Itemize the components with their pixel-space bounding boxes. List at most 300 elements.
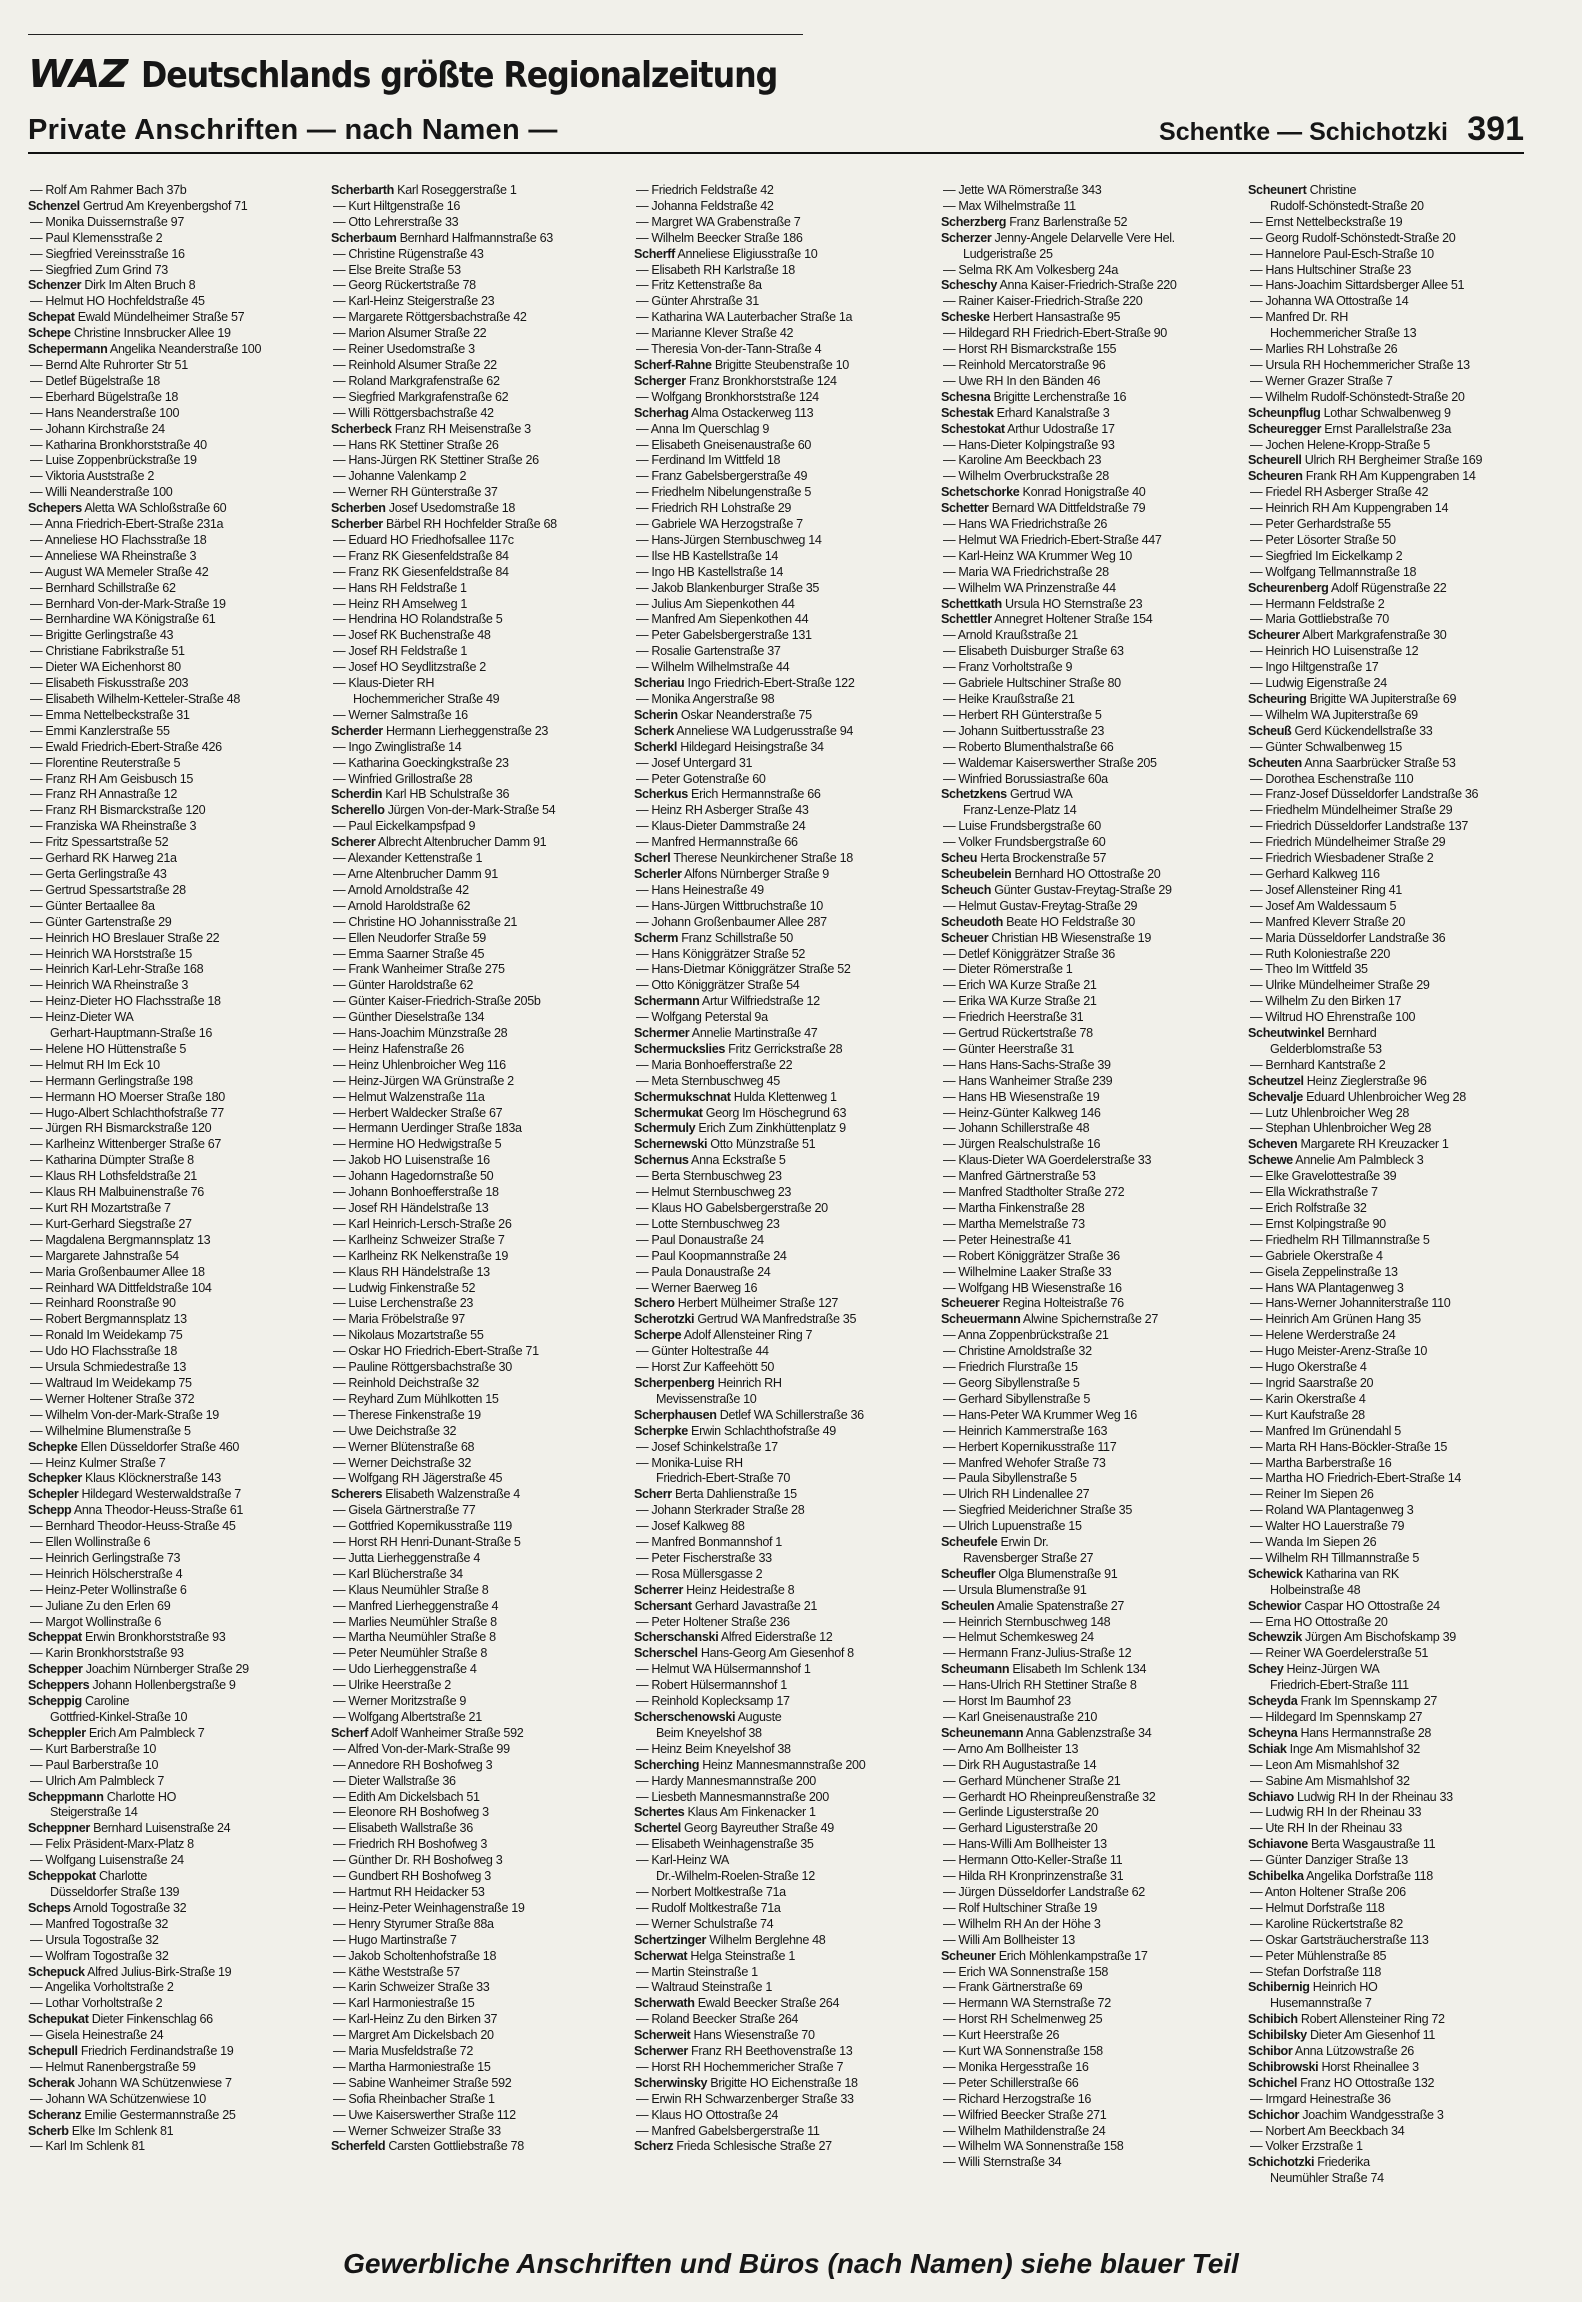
surname-entry <box>941 1662 1237 1678</box>
entry-detail: Anna Saarbrücker Straße 53 <box>1301 755 1456 770</box>
entry-detail: Therese Neunkirchener Straße 18 <box>670 851 853 866</box>
entry-detail: Annelie Martinstraße 47 <box>689 1026 818 1041</box>
entry-detail: Ingo Friedrich-Ebert-Straße 122 <box>684 676 855 691</box>
surname-entry <box>1248 2012 1544 2028</box>
surname-entry <box>28 342 324 358</box>
sub-entry: — Viktoria Auststraße 2 <box>30 469 155 484</box>
sub-entry: — Volker Erzstraße 1 <box>1250 2139 1363 2154</box>
surname-entry <box>941 422 1237 438</box>
entry-detail: Bernhard <box>1324 1026 1377 1041</box>
surname: Scherpe <box>634 1328 682 1343</box>
surname-entry <box>1248 692 1544 708</box>
surname-entry <box>331 183 627 199</box>
surname: Schiak <box>1248 1741 1287 1756</box>
surname-entry <box>941 851 1237 867</box>
surname-entry <box>634 1646 930 1662</box>
surname: Schermukat <box>634 1105 703 1120</box>
sub-entry: — Hermine HO Hedwigstraße 5 <box>333 1137 502 1152</box>
sub-entry: — Richard Herzogstraße 16 <box>943 2091 1092 2106</box>
surname: Scherzberg <box>941 214 1007 229</box>
entry-detail: Josef Usedomstraße 18 <box>385 501 516 516</box>
sub-entry: — Kurt WA Sonnenstraße 158 <box>943 2044 1103 2059</box>
entry-detail: Heinz Mannesmannstraße 200 <box>699 1757 866 1772</box>
entry-detail: Charlotte <box>95 1869 147 1884</box>
surname-entry <box>1248 406 1544 422</box>
surname: Scheyna <box>1248 1725 1298 1740</box>
sub-entry: — Werner Baerweg 16 <box>636 1280 758 1295</box>
surname: Scherello <box>331 803 385 818</box>
sub-entry: — Martha HO Friedrich-Ebert-Straße 14 <box>1250 1471 1462 1486</box>
sub-entry: — Ellen Wollinstraße 6 <box>30 1535 151 1550</box>
entry-detail: Jürgen Am Bischofskamp 39 <box>1301 1630 1456 1645</box>
entry-detail: Anna Theodor-Heuss-Straße 61 <box>71 1503 244 1518</box>
listing-column-5 <box>1248 183 1544 2213</box>
sub-entry: — Heinrich RH Am Kuppengraben 14 <box>1250 501 1449 516</box>
sub-entry: — Karl-Heinz Zu den Birken 37 <box>333 2012 498 2027</box>
entry-detail: Hildegard Westerwaldstraße 7 <box>78 1487 241 1502</box>
entry-detail: Ellen Düsseldorfer Straße 460 <box>77 1439 240 1454</box>
sub-entry: — Wolfgang HB Wiesenstraße 16 <box>943 1280 1122 1295</box>
sub-entry: — Hendrina HO Rolandstraße 5 <box>333 612 503 627</box>
entry-continuation: Holbeinstraße 48 <box>1270 1582 1361 1597</box>
entry-detail: Georg Im Höschegrund 63 <box>702 1105 847 1120</box>
sub-entry: — Martha Harmoniestraße 15 <box>333 2059 491 2074</box>
sub-entry: — Maria Musfeldstraße 72 <box>333 2044 473 2059</box>
surname-entry <box>1248 469 1544 485</box>
surname: Scherk <box>634 723 674 738</box>
sub-entry: — Hildegard Im Spennskamp 27 <box>1250 1710 1423 1724</box>
entry-detail: Anna Gablenzstraße 34 <box>1023 1725 1152 1740</box>
surname-entry <box>634 247 930 263</box>
sub-entry: — Martha Barberstraße 16 <box>1250 1455 1392 1470</box>
surname: Scheuren <box>1248 469 1303 484</box>
surname-entry <box>941 883 1237 899</box>
entry-detail: Gertrud Am Kreyenbergshof 71 <box>79 198 248 213</box>
surname: Schepuck <box>28 1964 85 1979</box>
sub-entry: — Anna Zoppenbrückstraße 21 <box>943 1328 1109 1343</box>
sub-entry: — Reinhold Deichstraße 32 <box>333 1375 479 1390</box>
entry-continuation: Dr.-Wilhelm-Roelen-Straße 12 <box>656 1869 815 1884</box>
sub-entry: — Ulrich RH Lindenallee 27 <box>943 1487 1090 1502</box>
sub-entry: — Annedore RH Boshofweg 3 <box>333 1757 493 1772</box>
entry-detail: Auguste <box>735 1710 782 1724</box>
sub-entry: — Selma RK Am Volkesberg 24a <box>943 262 1118 277</box>
entry-detail: Jenny-Angele Delarvelle Vere Hel. <box>991 230 1175 245</box>
surname-entry <box>634 1026 930 1042</box>
surname: Schepermann <box>28 342 108 357</box>
sub-entry: — Karin Bronkhorststraße 93 <box>30 1646 184 1661</box>
sub-entry: — Wanda Im Siepen 26 <box>1250 1535 1377 1550</box>
entry-detail: Franz RH Beethovenstraße 13 <box>687 2044 853 2059</box>
sub-entry: — Katharina Dümpter Straße 8 <box>30 1153 194 1168</box>
entry-detail: Christine Innsbrucker Allee 19 <box>70 326 231 341</box>
surname: Schertzinger <box>634 1932 707 1947</box>
sub-entry: — Heinrich Am Grünen Hang 35 <box>1250 1312 1421 1327</box>
sub-entry: — Martha Memelstraße 73 <box>943 1216 1085 1231</box>
surname: Schesna <box>941 389 991 404</box>
sub-entry: — Günter Gartenstraße 29 <box>30 914 172 929</box>
sub-entry: — Franz Gabelsbergerstraße 49 <box>636 469 808 484</box>
entry-detail: Franz HO Ottostraße 132 <box>1297 2075 1435 2090</box>
surname: Scherber <box>331 517 383 532</box>
entry-detail: Anneliese Eligiusstraße 10 <box>674 246 818 261</box>
sub-entry: — Peter Holtener Straße 236 <box>636 1614 790 1629</box>
surname: Scheppner <box>28 1821 90 1836</box>
sub-entry: — Uwe RH In den Bänden 46 <box>943 373 1101 388</box>
sub-entry: — Helmut Gustav-Freytag-Straße 29 <box>943 898 1138 913</box>
entry-detail: Aletta WA Schloßstraße 60 <box>81 501 227 516</box>
surname-entry <box>331 517 627 533</box>
listing-column-1 <box>28 183 324 2213</box>
surname: Scheppig <box>28 1694 82 1709</box>
sub-entry: — Roland Markgrafenstraße 62 <box>333 373 500 388</box>
sub-entry: — Luise Frundsbergstraße 60 <box>943 819 1101 834</box>
sub-entry: — Johanne Valenkamp 2 <box>333 469 467 484</box>
sub-entry: — Hans-Dieter Kolpingstraße 93 <box>943 437 1115 452</box>
sub-entry: — Waltraud Im Weidekamp 75 <box>30 1375 192 1390</box>
surname: Schermuly <box>634 1121 696 1136</box>
surname-entry <box>634 867 930 883</box>
sub-entry: — Johann Schillerstraße 48 <box>943 1121 1090 1136</box>
entry-detail: Franz Bronkhorststraße 124 <box>685 373 837 388</box>
sub-entry: — Franz RK Giesenfeldstraße 84 <box>333 564 509 579</box>
entry-detail: Angelika Dorfstraße 118 <box>1303 1869 1433 1884</box>
header-rule <box>28 152 1524 154</box>
entry-continuation: Ravensberger Straße 27 <box>963 1550 1094 1565</box>
sub-entry: — Gertrud Spessartstraße 28 <box>30 882 186 897</box>
sub-entry: — Otto Lehrerstraße 33 <box>333 214 459 229</box>
surname: Schewick <box>1248 1566 1303 1581</box>
sub-entry: — Heinz Kulmer Straße 7 <box>30 1455 166 1470</box>
sub-entry: — Lotte Sternbuschweg 23 <box>636 1216 780 1231</box>
surname-entry <box>634 2139 930 2155</box>
sub-entry: — Anneliese HO Flachsstraße 18 <box>30 532 207 547</box>
surname: Scherschanski <box>634 1630 719 1645</box>
sub-entry: — Hugo-Albert Schlachthofstraße 77 <box>30 1105 224 1120</box>
entry-detail: Beate HO Feldstraße 30 <box>1002 914 1135 929</box>
sub-entry: — Eleonore RH Boshofweg 3 <box>333 1805 489 1820</box>
entry-detail: Frieda Schlesische Straße 27 <box>673 2139 832 2154</box>
sub-entry: — Manfred Hermannstraße 66 <box>636 835 798 850</box>
surname: Scheuer <box>941 930 989 945</box>
sub-entry: — Hans Hans-Sachs-Straße 39 <box>943 1057 1111 1072</box>
surname-entry <box>28 1503 324 1519</box>
sub-entry: — Lothar Vorholtstraße 2 <box>30 1996 163 2011</box>
entry-detail: Erich Möhlenkampstraße 17 <box>995 1948 1148 1963</box>
entry-detail: Arthur Udostraße 17 <box>1004 421 1115 436</box>
sub-entry: — Horst Im Baumhof 23 <box>943 1694 1071 1709</box>
listing-column-3 <box>634 183 930 2213</box>
entry-detail: Regina Holteistraße 76 <box>999 1296 1124 1311</box>
surname-entry <box>941 931 1237 947</box>
sub-entry: — Ingrid Saarstraße 20 <box>1250 1375 1374 1390</box>
sub-entry: — Bernhard Schillstraße 62 <box>30 580 176 595</box>
surname: Scherschenowski <box>634 1710 736 1724</box>
sub-entry: — Franz-Josef Düsseldorfer Landstraße 36 <box>1250 787 1479 802</box>
surname-entry <box>28 1440 324 1456</box>
entry-detail: Detlef WA Schillerstraße 36 <box>716 1407 864 1422</box>
surname-entry <box>28 326 324 342</box>
sub-entry: — Heinz Uhlenbroicher Weg 116 <box>333 1057 506 1072</box>
sub-entry: — Luise Lerchenstraße 23 <box>333 1296 474 1311</box>
surname: Scheranz <box>28 2107 82 2122</box>
sub-entry: — Anna Im Querschlag 9 <box>636 421 770 436</box>
sub-entry: — Ludwig Finkenstraße 52 <box>333 1280 476 1295</box>
sub-entry: — Liesbeth Mannesmannstraße 200 <box>636 1789 829 1804</box>
entry-detail: Olga Blumenstraße 91 <box>995 1566 1118 1581</box>
surname-entry <box>331 501 627 517</box>
sub-entry: — Heinrich HO Breslauer Straße 22 <box>30 930 220 945</box>
surname: Scherler <box>634 866 682 881</box>
sub-entry: — Walter HO Lauerstraße 79 <box>1250 1519 1405 1534</box>
sub-entry: — Kurt Heerstraße 26 <box>943 2028 1060 2043</box>
surname: Scherger <box>634 373 686 388</box>
surname: Schey <box>1248 1662 1284 1677</box>
sub-entry: — Hans RH Feldstraße 1 <box>333 580 467 595</box>
sub-entry: — Helmut HO Hochfeldstraße 45 <box>30 294 205 309</box>
surname-entry <box>634 931 930 947</box>
sub-entry: — Georg Rudolf-Schönstedt-Straße 20 <box>1250 230 1456 245</box>
sub-entry: — Paul Koopmannstraße 24 <box>636 1248 787 1263</box>
sub-entry: — Emma Nettelbeckstraße 31 <box>30 707 190 722</box>
surname-entry <box>941 1599 1237 1615</box>
sub-entry: — Gisela Zeppelinstraße 13 <box>1250 1264 1398 1279</box>
sub-entry: — Eduard HO Friedhofsallee 117c <box>333 532 514 547</box>
sub-entry: — Wilhelm Beecker Straße 186 <box>636 230 803 245</box>
sub-entry: — Ludwig Eigenstraße 24 <box>1250 676 1387 691</box>
sub-entry: — Edith Am Dickelsbach 51 <box>333 1789 480 1804</box>
sub-entry: — Gabriele WA Herzogstraße 7 <box>636 517 803 532</box>
sub-entry: — Reyhard Zum Mühlkotten 15 <box>333 1391 499 1406</box>
sub-entry: — Monika Angerstraße 98 <box>636 692 775 706</box>
sub-entry: — Wilhelm RH Tillmannstraße 5 <box>1250 1550 1419 1565</box>
sub-entry: — Herbert RH Günterstraße 5 <box>943 707 1102 722</box>
surname-entry <box>1248 1726 1544 1742</box>
sub-entry: — Angelika Vorholtstraße 2 <box>30 1980 174 1995</box>
sub-entry: — Johanna WA Ottostraße 14 <box>1250 294 1409 309</box>
sub-entry: — Horst RH Hochemmericher Straße 7 <box>636 2059 844 2074</box>
surname-entry <box>28 2124 324 2140</box>
sub-entry: — Heinz Hafenstraße 26 <box>333 1041 464 1056</box>
surname-entry <box>941 1949 1237 1965</box>
surname: Scherweit <box>634 2028 691 2043</box>
sub-entry: — Manfred Im Grünendahl 5 <box>1250 1423 1401 1438</box>
entry-detail: Brigitte HO Eichenstraße 18 <box>707 2075 858 2090</box>
sub-entry: — Wilhelm Wilhelmstraße 44 <box>636 660 790 675</box>
sub-entry: — Stephan Uhlenbroicher Weg 28 <box>1250 1121 1432 1136</box>
sub-entry: — Helene Werderstraße 24 <box>1250 1328 1396 1343</box>
surname: Scherkus <box>634 787 688 802</box>
sub-entry: — Johann Kirchstraße 24 <box>30 421 165 436</box>
surname-entry <box>634 708 930 724</box>
surname: Scheuner <box>941 1948 996 1963</box>
entry-detail: Hans Hermannstraße 28 <box>1297 1725 1432 1740</box>
entry-detail: Eduard Uhlenbroicher Weg 28 <box>1302 1089 1466 1104</box>
sub-entry: — Therese Finkenstraße 19 <box>333 1407 481 1422</box>
surname: Scherbarth <box>331 183 394 197</box>
surname: Schersant <box>634 1598 692 1613</box>
page-number: 391 <box>1467 110 1524 148</box>
sub-entry: — Erich Rolfstraße 32 <box>1250 1201 1367 1215</box>
entry-continuation: Mevissenstraße 10 <box>656 1391 757 1406</box>
surname-entry <box>634 851 930 867</box>
surname: Schepe <box>28 326 71 341</box>
surname-entry <box>1248 2155 1544 2171</box>
surname-entry <box>941 485 1237 501</box>
sub-entry: — Klaus HO Ottostraße 24 <box>636 2107 779 2122</box>
sub-entry: — Siegfried Vereinsstraße 16 <box>30 246 185 261</box>
sub-entry: — Brigitte Gerlingstraße 43 <box>30 628 174 643</box>
entry-detail: Karl HB Schulstraße 36 <box>382 787 510 802</box>
surname-entry <box>634 1328 930 1344</box>
sub-entry: — Franz RK Giesenfeldstraße 84 <box>333 548 509 563</box>
surname: Schibernig <box>1248 1980 1310 1995</box>
surname-entry <box>941 406 1237 422</box>
sub-entry: — Wolfgang Luisenstraße 24 <box>30 1853 184 1868</box>
entry-detail: Erwin Dr. <box>997 1535 1049 1550</box>
sub-entry: — Johann Hagedornstraße 50 <box>333 1169 494 1184</box>
surname: Schibrowski <box>1248 2059 1319 2074</box>
sub-entry: — Franz Vorholtstraße 9 <box>943 660 1073 675</box>
entry-detail: Alfred Julius-Birk-Straße 19 <box>84 1964 232 1979</box>
entry-detail: Hildegard Heisingstraße 34 <box>677 739 824 754</box>
sub-entry: — Heinrich Sternbuschweg 148 <box>943 1614 1111 1629</box>
sub-entry: — Johann Sterkrader Straße 28 <box>636 1503 805 1518</box>
entry-detail: Frank Im Spennskamp 27 <box>1297 1694 1438 1709</box>
entry-detail: Georg Bayreuther Straße 49 <box>680 1821 834 1836</box>
top-rule <box>28 34 803 35</box>
sub-entry: — Elke Gravelottestraße 39 <box>1250 1169 1397 1184</box>
surname-entry <box>634 1137 930 1153</box>
surname: Schiavo <box>1248 1789 1294 1804</box>
surname-entry <box>941 215 1237 231</box>
surname-entry <box>28 1662 324 1678</box>
surname: Scheuermann <box>941 1312 1021 1327</box>
surname-entry <box>28 310 324 326</box>
entry-detail: Konrad Honigstraße 40 <box>1019 485 1146 500</box>
surname: Scherching <box>634 1757 700 1772</box>
entry-detail: Gerd Kückendellstraße 33 <box>1291 723 1433 738</box>
entry-detail: Erhard Kanalstraße 3 <box>993 405 1110 420</box>
sub-entry: — Gerhard Münchener Straße 21 <box>943 1773 1121 1788</box>
sub-entry: — Karl Heinrich-Lersch-Straße 26 <box>333 1216 512 1231</box>
sub-entry: — Reiner WA Goerdelerstraße 51 <box>1250 1646 1429 1661</box>
sub-entry: — Wilhelm Rudolf-Schönstedt-Straße 20 <box>1250 389 1465 404</box>
entry-detail: Margarete RH Kreuzacker 1 <box>1297 1137 1449 1152</box>
entry-detail: Alfons Nürnberger Straße 9 <box>681 866 829 881</box>
surname: Scheubelein <box>941 866 1012 881</box>
entry-continuation: Neumühler Straße 74 <box>1270 2171 1384 2186</box>
sub-entry: — Roland Beecker Straße 264 <box>636 2012 799 2027</box>
entry-detail: Franz Barlenstraße 52 <box>1006 214 1128 229</box>
entry-continuation: Gelderblomstraße 53 <box>1270 1041 1382 1056</box>
sub-entry: — Fritz Kettenstraße 8a <box>636 278 762 293</box>
sub-entry: — Reinhard Roonstraße 90 <box>30 1296 176 1311</box>
sub-entry: — Maria Großenbaumer Allee 18 <box>30 1264 205 1279</box>
surname-entry <box>941 1312 1237 1328</box>
surname: Schibor <box>1248 2044 1293 2059</box>
surname-entry <box>28 2076 324 2092</box>
sub-entry: — Käthe Weststraße 57 <box>333 1964 460 1979</box>
sub-entry: — Hilda RH Kronprinzenstraße 31 <box>943 1869 1124 1884</box>
sub-entry: — Detlef Königgrätzer Straße 36 <box>943 946 1115 961</box>
sub-entry: — Bernd Alte Ruhrorter Str 51 <box>30 357 188 372</box>
sub-entry: — Hans Wanheimer Straße 239 <box>943 1073 1113 1088</box>
surname: Schiavone <box>1248 1837 1308 1852</box>
surname: Schenzer <box>28 278 82 293</box>
name-range: Schentke — Schichotzki <box>1159 118 1448 146</box>
sub-entry: — Anton Holtener Straße 206 <box>1250 1884 1406 1899</box>
sub-entry: — Jochen Helene-Kropp-Straße 5 <box>1250 437 1430 452</box>
sub-entry: — Henry Styrumer Straße 88a <box>333 1916 494 1931</box>
sub-entry: — Ursula RH Hochemmericher Straße 13 <box>1250 357 1470 372</box>
sub-entry: — Sabine Wanheimer Straße 592 <box>333 2075 512 2090</box>
surname: Scherben <box>331 501 386 516</box>
surname: Scheps <box>28 1900 71 1915</box>
sub-entry: — Hans-Jürgen Sternbuschweg 14 <box>636 532 822 547</box>
surname-entry <box>634 358 930 374</box>
surname: Scherwer <box>634 2044 688 2059</box>
sub-entry: — Emma Saarner Straße 45 <box>333 946 485 961</box>
surname: Scherpenberg <box>634 1375 715 1390</box>
surname: Schepukat <box>28 2012 89 2027</box>
sub-entry: — Elisabeth Fiskusstraße 203 <box>30 676 189 691</box>
entry-continuation: Hochemmericher Straße 49 <box>353 692 500 706</box>
entry-detail: Elisabeth Walzenstraße 4 <box>382 1487 520 1502</box>
sub-entry: — Wilhelm RH An der Höhe 3 <box>943 1916 1101 1931</box>
sub-entry: — Horst RH Henri-Dunant-Straße 5 <box>333 1535 521 1550</box>
sub-entry: — Wolfgang Bronkhorststraße 124 <box>636 389 819 404</box>
surname: Scheuten <box>1248 755 1302 770</box>
surname: Scherotzki <box>634 1312 695 1327</box>
surname: Scheulen <box>941 1598 995 1613</box>
surname: Schibilsky <box>1248 2028 1307 2043</box>
sub-entry: — Ferdinand Im Wittfeld 18 <box>636 453 781 468</box>
surname: Scherder <box>331 723 383 738</box>
surname: Scherschel <box>634 1646 698 1661</box>
sub-entry: — Heinrich Hölscherstraße 4 <box>30 1566 183 1581</box>
sub-entry: — Günter Heerstraße 31 <box>943 1041 1074 1056</box>
surname: Scheunemann <box>941 1725 1024 1740</box>
surname-entry <box>634 1090 930 1106</box>
sub-entry: — Jürgen Realschulstraße 16 <box>943 1137 1101 1152</box>
section-title: Private Anschriften — nach Namen — <box>28 114 558 146</box>
sub-entry: — Manfred Gabelsbergerstraße 11 <box>636 2123 820 2138</box>
entry-detail: Heinrich RH <box>714 1375 782 1390</box>
sub-entry: — Paul Eickelkampsfpad 9 <box>333 819 476 834</box>
sub-entry: — Manfred Wehofer Straße 73 <box>943 1455 1106 1470</box>
surname: Schermann <box>634 994 700 1009</box>
sub-entry: — Ute RH In der Rheinau 33 <box>1250 1821 1402 1836</box>
sub-entry: — Irmgard Heinestraße 36 <box>1250 2091 1391 2106</box>
sub-entry: — Heinz-Günter Kalkweg 146 <box>943 1105 1101 1120</box>
surname: Scheuß <box>1248 723 1292 738</box>
surname: Schertes <box>634 1805 685 1820</box>
entry-detail: Brigitte WA Jupiterstraße 69 <box>1306 692 1457 706</box>
sub-entry: — Arnold Arnoldstraße 42 <box>333 882 469 897</box>
sub-entry: — Peter Neumühler Straße 8 <box>333 1646 487 1661</box>
sub-entry: — Hannelore Paul-Esch-Straße 10 <box>1250 246 1434 261</box>
surname: Scherbeck <box>331 421 392 436</box>
sub-entry: — Kurt Kaufstraße 28 <box>1250 1407 1365 1422</box>
sub-entry: — Heinrich Kammerstraße 163 <box>943 1423 1108 1438</box>
sub-entry: — Werner Grazer Straße 7 <box>1250 373 1393 388</box>
sub-entry: — Maria Düsseldorfer Landstraße 36 <box>1250 930 1446 945</box>
sub-entry: — Josef Allensteiner Ring 41 <box>1250 882 1402 897</box>
entry-detail: Adolf Allensteiner Ring 7 <box>681 1328 813 1343</box>
sub-entry: — Magdalena Bergmannsplatz 13 <box>30 1232 211 1247</box>
sub-entry: — Gerlinde Ligusterstraße 20 <box>943 1805 1099 1820</box>
